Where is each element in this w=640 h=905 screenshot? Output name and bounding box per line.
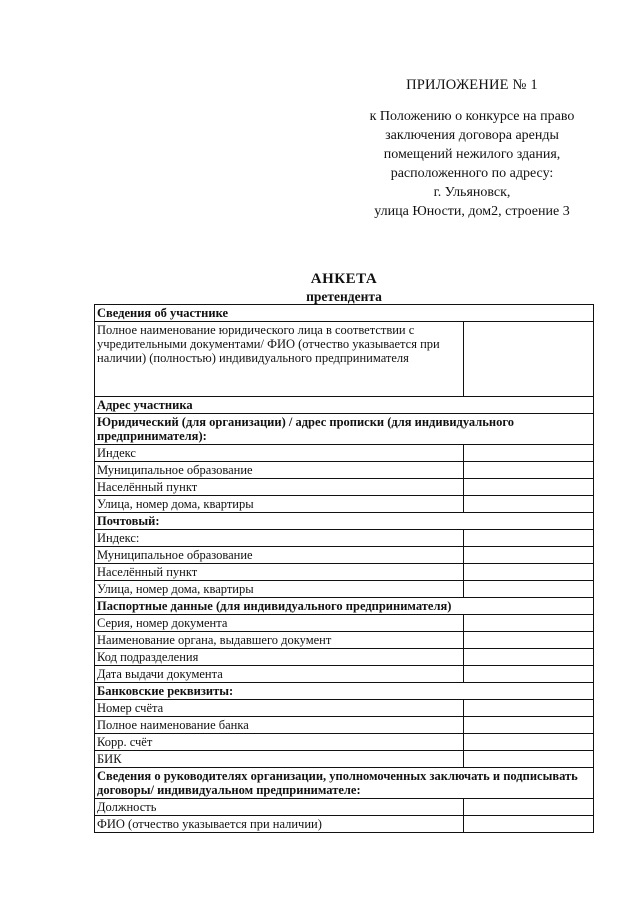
section-row [95,305,594,322]
field-label: Муниципальное образование [95,462,464,479]
field-label: Индекс [95,445,464,462]
section-row [95,513,594,530]
field-label: Улица, номер дома, квартиры [95,496,464,513]
field-row [95,615,594,632]
field-label: Индекс: [95,530,464,547]
field-label: Улица, номер дома, квартиры [95,581,464,598]
field-label: Населённый пункт [95,479,464,496]
field-row [95,649,594,666]
appendix-block [352,76,592,221]
appendix-line: расположенного по адресу: [390,166,554,181]
field-value-cell[interactable] [463,816,593,833]
field-label: Населённый пункт [95,564,464,581]
form-subtitle: претендента [306,289,382,304]
field-label: Код подразделения [95,649,464,666]
field-row [95,700,594,717]
field-row [95,751,594,768]
appendix-line: к Положению о конкурсе на право [369,109,575,124]
field-row [95,462,594,479]
field-label: Серия, номер документа [95,615,464,632]
field-value-cell[interactable] [463,462,593,479]
field-row [95,445,594,462]
field-row [95,322,594,397]
field-value-cell[interactable] [463,479,593,496]
section-heading: Сведения об участнике [95,305,594,322]
section-heading: Паспортные данные (для индивидуального предпринимателя) [95,598,594,615]
field-label: Корр. счёт [95,734,464,751]
field-value-cell[interactable] [463,700,593,717]
field-value-cell[interactable] [463,666,593,683]
section-heading: Почтовый: [95,513,594,530]
field-value-cell[interactable] [463,322,593,397]
field-row [95,530,594,547]
field-value-cell[interactable] [463,751,593,768]
section-row [95,598,594,615]
appendix-line: г. Ульяновск, [433,185,511,200]
section-row [95,768,594,799]
field-row [95,496,594,513]
field-row [95,816,594,833]
section-heading: Сведения о руководителях организации, уполномоченных заключать и подписывать договоры/ индивидуальном предпринимателе: [95,768,594,799]
field-row [95,734,594,751]
appendix-line: улица Юности, дом2, строение 3 [374,204,570,219]
field-value-cell[interactable] [463,717,593,734]
field-row [95,479,594,496]
field-label: БИК [95,751,464,768]
field-label: ФИО (отчество указывается при наличии) [95,816,464,833]
field-label: Наименование органа, выдавшего документ [95,632,464,649]
field-value-cell[interactable] [463,445,593,462]
field-label: Муниципальное образование [95,547,464,564]
field-row [95,717,594,734]
form-title: АНКЕТА [310,271,378,287]
section-row [95,397,594,414]
field-label: Полное наименование банка [95,717,464,734]
field-row [95,547,594,564]
field-value-cell[interactable] [463,649,593,666]
field-row [95,564,594,581]
section-heading: Юридический (для организации) / адрес прописки (для индивидуального предпринимателя): [95,414,594,445]
field-row [95,632,594,649]
field-value-cell[interactable] [463,530,593,547]
field-label: Должность [95,799,464,816]
appendix-line: заключения договора аренды [385,128,559,143]
field-row [95,581,594,598]
field-row [95,799,594,816]
field-label: Дата выдачи документа [95,666,464,683]
questionnaire-table [94,304,594,833]
field-label: Полное наименование юридического лица в соответствии с учредительными документами/ ФИО (отчество указывается при наличии) (полностью) индивидуального предпринимателя [95,322,464,397]
section-row [95,683,594,700]
field-value-cell[interactable] [463,799,593,816]
field-value-cell[interactable] [463,547,593,564]
questionnaire-body [95,305,594,833]
section-heading: Адрес участника [95,397,594,414]
form-title-block [94,271,594,305]
field-value-cell[interactable] [463,496,593,513]
field-row [95,666,594,683]
section-row [95,414,594,445]
appendix-line: помещений нежилого здания, [383,147,561,162]
field-value-cell[interactable] [463,615,593,632]
section-heading: Банковские реквизиты: [95,683,594,700]
field-value-cell[interactable] [463,734,593,751]
field-value-cell[interactable] [463,632,593,649]
field-value-cell[interactable] [463,564,593,581]
appendix-heading: ПРИЛОЖЕНИЕ № 1 [406,77,538,93]
field-label: Номер счёта [95,700,464,717]
field-value-cell[interactable] [463,581,593,598]
